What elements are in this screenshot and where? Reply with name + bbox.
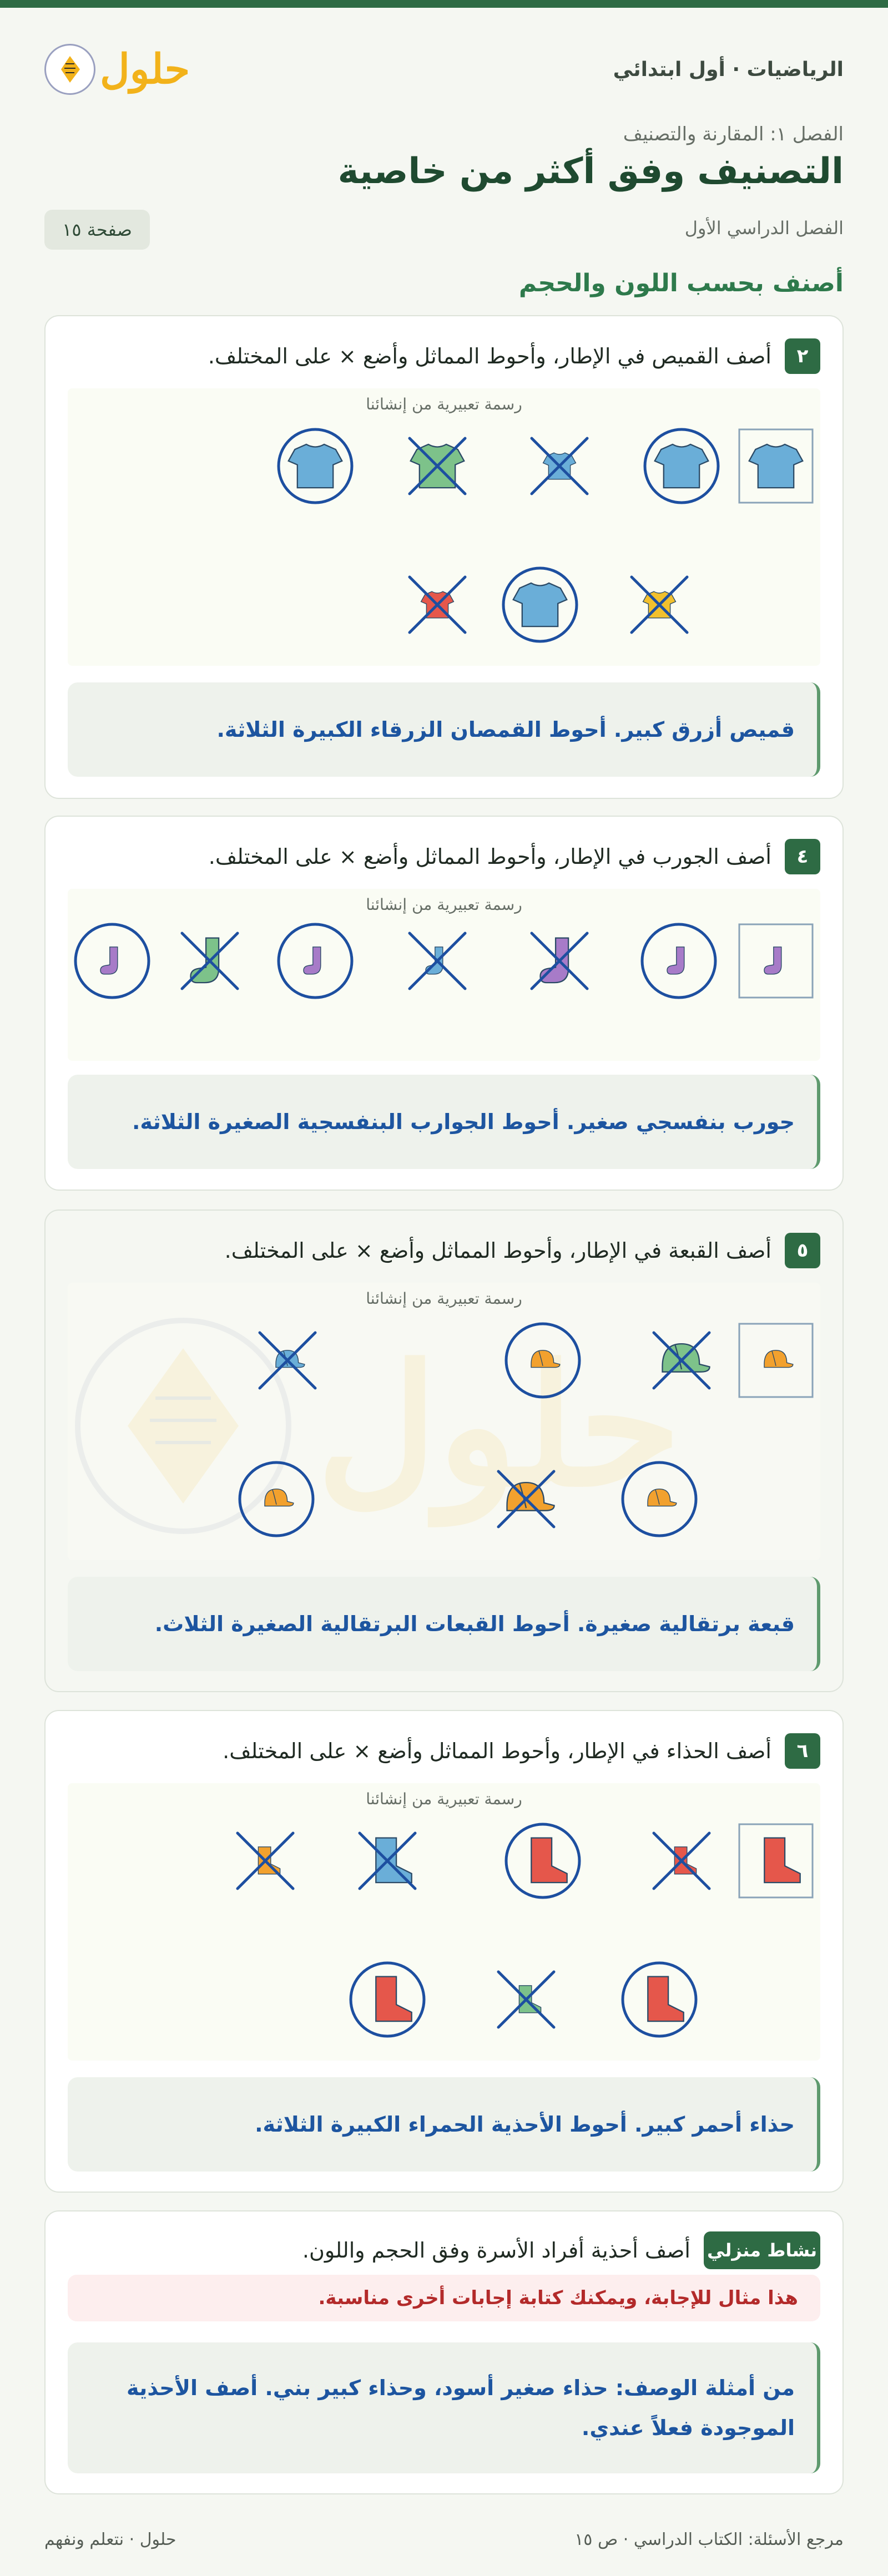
boot-item: [487, 1961, 565, 2038]
logo-book-icon: [44, 44, 95, 95]
footer-brand: حلول · نتعلم ونفهم: [44, 2530, 176, 2549]
sock-icon: [640, 922, 718, 1000]
sock-item: [398, 922, 476, 1000]
cap-item: [620, 1460, 698, 1538]
question-header: [208, 338, 820, 374]
illustration-area: [68, 889, 820, 1061]
cap-icon: [504, 1322, 582, 1399]
boot-icon: [226, 1822, 304, 1900]
boot-icon: [504, 1822, 582, 1900]
homework-answer-box: [68, 2342, 820, 2473]
shirt-icon: [737, 427, 815, 505]
boot-item: [643, 1822, 720, 1900]
page-header: [44, 33, 844, 105]
answer-box: [68, 2077, 820, 2172]
sock-item: [737, 922, 815, 1000]
question-text: أصف القبعة في الإطار، وأحوط المماثل وأضع × على المختلف.: [224, 1238, 771, 1263]
homework-card: [44, 2210, 844, 2494]
shirt-item: [398, 427, 476, 505]
homework-text: أصف أحذية أفراد الأسرة وفق الحجم واللون.: [302, 2238, 690, 2263]
sock-icon: [521, 922, 598, 1000]
question-number: ٤: [785, 839, 820, 874]
boot-item: [504, 1822, 582, 1900]
boot-item: [620, 1961, 698, 2038]
question-card-5: [44, 1209, 844, 1692]
answer-text: قميص أزرق كبير. أحوط القمصان الزرقاء الكبيرة الثلاثة.: [216, 717, 795, 742]
chapter-label: الفصل ١: المقارنة والتصنيف: [623, 123, 844, 145]
homework-answer-text: من أمثلة الوصف: حذاء صغير أسود، وحذاء كبير بني. أصف الأحذية الموجودة فعلاً عندي.: [127, 2376, 795, 2440]
shirt-item: [398, 566, 476, 644]
question-card-6: [44, 1710, 844, 2193]
question-number: ٥: [785, 1233, 820, 1268]
section-title: أصنف بحسب اللون والحجم: [518, 269, 844, 297]
question-header: [225, 1233, 820, 1268]
question-number: ٢: [785, 338, 820, 374]
shirt-item: [737, 427, 815, 505]
answer-text: قبعة برتقالية صغيرة. أحوط القبعات البرتقالية الصغيرة الثلاث.: [154, 1612, 795, 1636]
logo: [44, 44, 190, 95]
cap-item: [249, 1322, 326, 1399]
shirt-item: [643, 427, 720, 505]
logo-text: حلول: [100, 45, 190, 93]
footer-reference: مرجع الأسئلة: الكتاب الدراسي · ص ١٥: [574, 2530, 844, 2549]
boot-item: [349, 1822, 426, 1900]
cap-icon: [643, 1322, 720, 1399]
answer-box: [68, 1075, 820, 1169]
boot-icon: [620, 1961, 698, 2038]
illustration-caption: رسمة تعبيرية من إنشائنا: [366, 1790, 522, 1808]
boot-icon: [643, 1822, 720, 1900]
sock-icon: [171, 922, 249, 1000]
shirt-icon: [643, 427, 720, 505]
example-note-text: هذا مثال للإجابة، ويمكنك كتابة إجابات أخرى مناسبة.: [318, 2287, 798, 2309]
semester-label: الفصل الدراسي الأول: [684, 217, 844, 239]
boot-item: [349, 1961, 426, 2038]
boot-item: [226, 1822, 304, 1900]
sock-item: [640, 922, 718, 1000]
sock-item: [521, 922, 598, 1000]
sock-item: [171, 922, 249, 1000]
question-number: ٦: [785, 1733, 820, 1769]
illustration-caption: رسمة تعبيرية من إنشائنا: [366, 1289, 522, 1308]
question-text: أصف الجورب في الإطار، وأحوط المماثل وأضع × على المختلف.: [208, 844, 771, 869]
subject-label: الرياضيات · أول ابتدائي: [613, 58, 844, 81]
top-accent-bar: [0, 0, 888, 8]
answer-text: جورب بنفسجي صغير. أحوط الجوارب البنفسجية الصغيرة الثلاثة.: [132, 1110, 795, 1134]
shirt-icon: [398, 427, 476, 505]
cap-item: [504, 1322, 582, 1399]
cap-item: [737, 1322, 815, 1399]
boot-icon: [487, 1961, 565, 2038]
cap-icon: [620, 1460, 698, 1538]
shirt-item: [501, 566, 579, 644]
boot-icon: [349, 1822, 426, 1900]
shirt-item: [620, 566, 698, 644]
answer-box: [68, 682, 820, 777]
page-footer: [44, 2530, 844, 2549]
shirt-item: [521, 427, 598, 505]
sock-icon: [737, 922, 815, 1000]
illustration-area: [68, 1783, 820, 2061]
question-card-2: [44, 315, 844, 799]
question-text: أصف القميص في الإطار، وأحوط المماثل وأضع × على المختلف.: [208, 344, 771, 368]
sock-icon: [276, 922, 354, 1000]
sock-item: [276, 922, 354, 1000]
question-text: أصف الحذاء في الإطار، وأحوط المماثل وأضع × على المختلف.: [223, 1739, 771, 1763]
shirt-item: [276, 427, 354, 505]
shirt-icon: [501, 566, 579, 644]
sock-icon: [73, 922, 151, 1000]
page-number-badge: صفحة ١٥: [44, 210, 150, 250]
illustration-area: [68, 1283, 820, 1560]
boot-icon: [349, 1961, 426, 2038]
question-card-4: [44, 816, 844, 1191]
cap-icon: [238, 1460, 315, 1538]
sock-icon: [398, 922, 476, 1000]
cap-icon: [249, 1322, 326, 1399]
homework-header: [302, 2231, 820, 2269]
cap-icon: [737, 1322, 815, 1399]
shirt-icon: [276, 427, 354, 505]
question-header: [223, 1733, 820, 1769]
cap-item: [238, 1460, 315, 1538]
cap-item: [643, 1322, 720, 1399]
boot-icon: [737, 1822, 815, 1900]
shirt-icon: [620, 566, 698, 644]
homework-badge: نشاط منزلي: [704, 2231, 820, 2269]
question-header: [209, 839, 820, 874]
illustration-caption: رسمة تعبيرية من إنشائنا: [366, 895, 522, 914]
answer-text: حذاء أحمر كبير. أحوط الأحذية الحمراء الكبيرة الثلاثة.: [255, 2112, 795, 2137]
cap-icon: [487, 1460, 565, 1538]
answer-box: [68, 1577, 820, 1671]
cap-item: [487, 1460, 565, 1538]
illustration-caption: رسمة تعبيرية من إنشائنا: [366, 395, 522, 413]
shirt-icon: [398, 566, 476, 644]
sock-item: [73, 922, 151, 1000]
illustration-area: [68, 388, 820, 666]
shirt-icon: [521, 427, 598, 505]
boot-item: [737, 1822, 815, 1900]
page-title: التصنيف وفق أكثر من خاصية: [337, 151, 844, 192]
example-note: [68, 2275, 820, 2321]
